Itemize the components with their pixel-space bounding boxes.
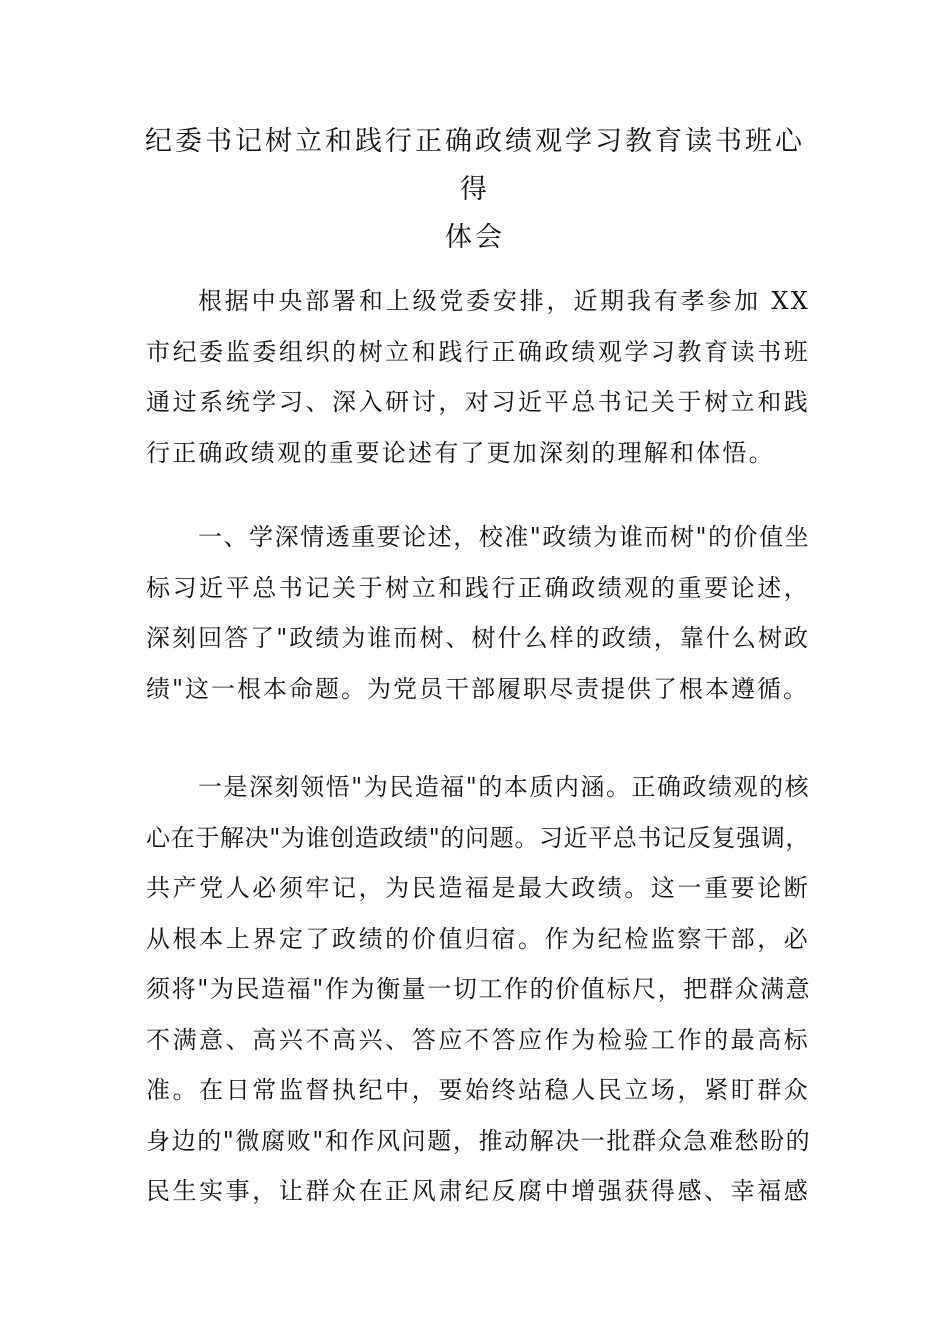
paragraph-line: 身边的"微腐败"和作风问题，推动解决一批群众急难愁盼的 <box>146 1126 812 1155</box>
title-line-1: 纪委书记树立和践行正确政绩观学习教育读书班心得 <box>145 126 805 205</box>
paragraph-section-one <box>146 512 810 714</box>
paragraph-line: 民生实事，让群众在正风肃纪反腐中增强获得感、幸福感 <box>146 1177 810 1205</box>
paragraph-line: 心在于解决"为谁创造政绩"的问题。习近平总书记反复强调， <box>146 823 810 852</box>
paragraph-line: 须将"为民造福"作为衡量一切工作的价值标尺，把群众满意 <box>146 975 812 1003</box>
document-title <box>140 118 810 262</box>
paragraph-line: 行正确政绩观的重要论述有了更加深刻的理解和体悟。 <box>146 438 775 467</box>
paragraph-line: 绩"这一根本命题。为党员干部履职尽责提供了根本遵循。 <box>146 674 810 703</box>
title-line-2: 体会 <box>445 222 505 253</box>
paragraph-line: 准。在日常监督执纪中，要始终站稳人民立场，紧盯群众 <box>146 1076 810 1104</box>
paragraph-line: 标习近平总书记关于树立和践行正确政绩观的重要论述， <box>146 573 810 602</box>
paragraph-line: 不满意、高兴不高兴、答应不答应作为检验工作的最高标 <box>146 1025 810 1054</box>
paragraph-line: 深刻回答了"政绩为谁而树、树什么样的政绩，靠什么树政 <box>146 624 810 652</box>
paragraph-line: 从根本上界定了政绩的价值归宿。作为纪检监察干部，必 <box>146 924 810 953</box>
paragraph-line: 通过系统学习、深入研讨，对习近平总书记关于树立和践 <box>146 388 810 416</box>
paragraph-line: 共产党人必须牢记，为民造福是最大政绩。这一重要论断 <box>146 874 810 902</box>
paragraph-line: 一、学深情透重要论述，校准"政绩为谁而树"的价值坐 <box>198 523 810 551</box>
paragraph-line: 一是深刻领悟"为民造福"的本质内涵。正确政绩观的核 <box>198 773 810 801</box>
paragraph-intro <box>146 276 810 478</box>
paragraph-line: 市纪委监委组织的树立和践行正确政绩观学习教育读书班 <box>146 337 810 366</box>
paragraph-point-one <box>146 762 810 1217</box>
paragraph-line: 根据中央部署和上级党委安排，近期我有孝参加 XX <box>198 287 810 315</box>
